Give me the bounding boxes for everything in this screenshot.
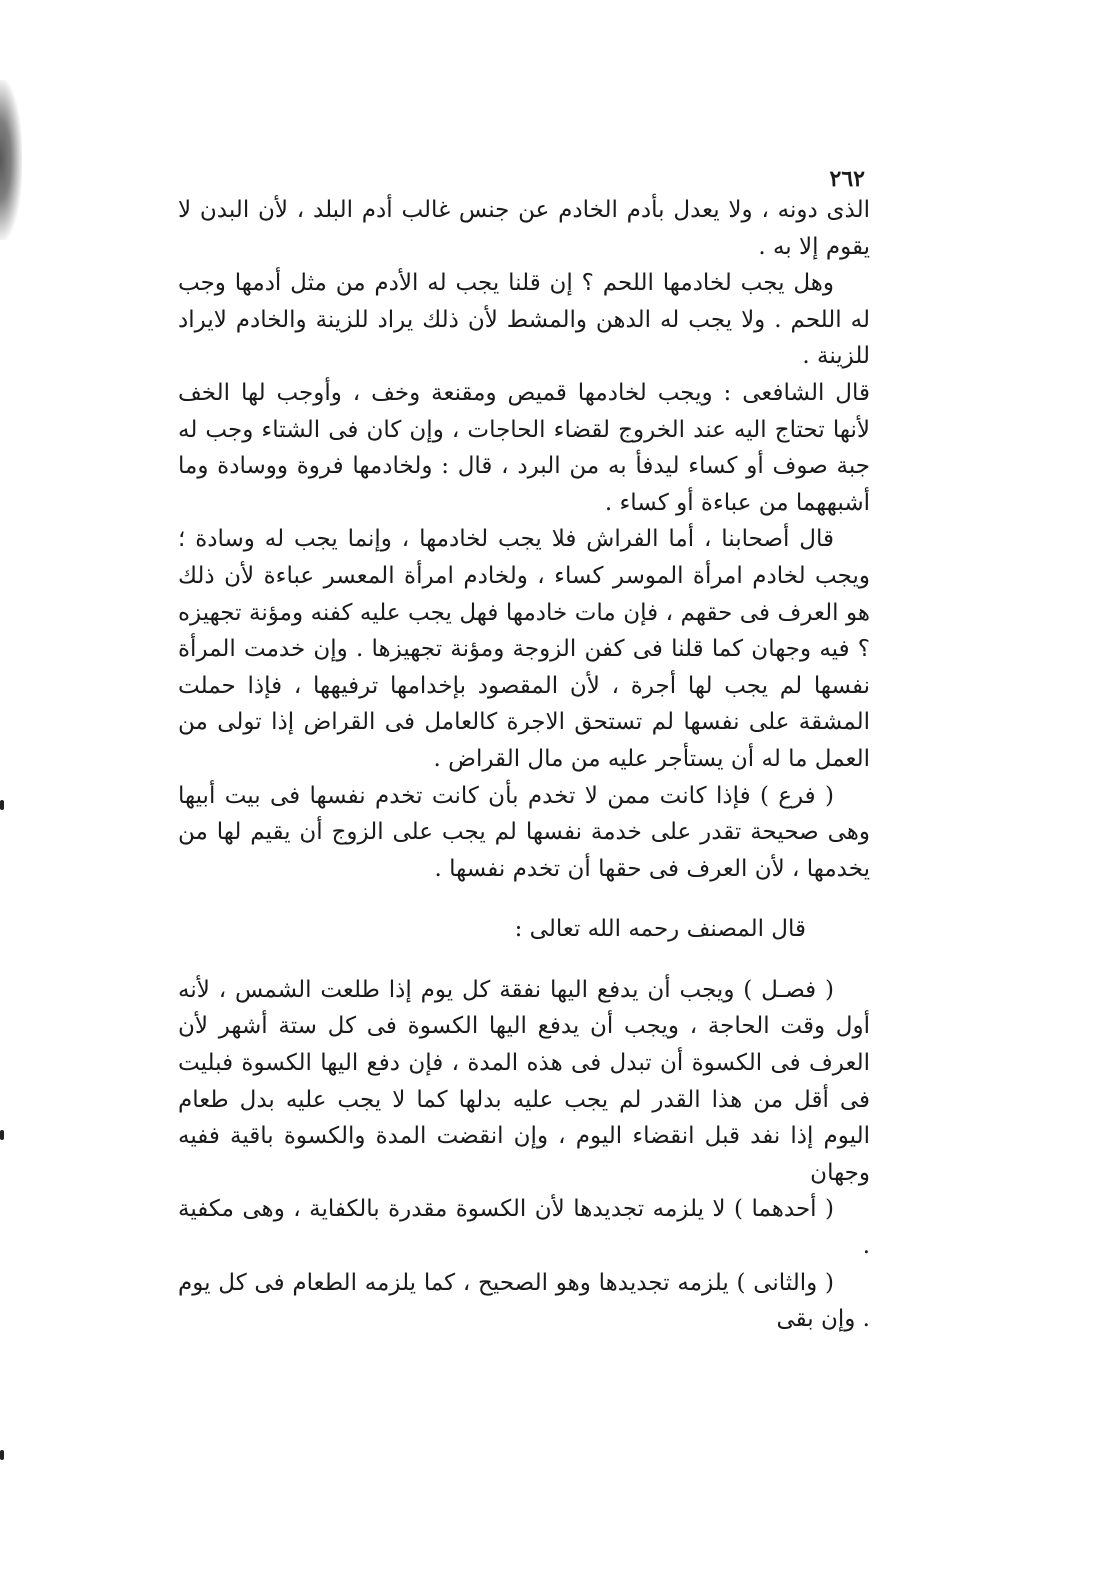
paragraph: وهل يجب لخادمها اللحم ؟ إن قلنا يجب له الأدم من مثل أدمها وجب له اللحم . ولا يجب له الدهن والمشط لأن ذلك يراد للزينة والخادم لايراد للزينة . <box>178 270 870 370</box>
scan-shadow-mark <box>0 80 22 240</box>
scan-dot <box>0 1130 4 1140</box>
paragraph: ( والثانى ) يلزمه تجديدها وهو الصحيح ، كما يلزمه الطعام فى كل يوم . وإن بقى <box>178 1269 870 1333</box>
scan-dot <box>0 1450 4 1460</box>
page-number: ٢٦٢ <box>829 166 865 192</box>
section-heading: قال المصنف رحمه الله تعالى : <box>514 916 806 943</box>
paragraph: ( فصـل ) ويجب أن يدفع اليها نفقة كل يوم إذا طلعت الشمس ، لأنه أول وقت الحاجة ، ويجب أن يدفع اليها الكسوة فى كل ستة أشهر لأن العرف فى الكسوة أن تبدل فى هذه المدة ، فإن دفع اليها الكسوة فبليت فى أقل من هذا القدر لم يجب عليه بدلها كما لا يجب عليه بدل طعام اليوم إذا نفد قبل انقضاء اليوم ، وإن انقضت المدة والكسوة باقية ففيه وجهان <box>178 976 870 1186</box>
scan-dot <box>0 800 4 810</box>
paragraph: الذى دونه ، ولا يعدل بأدم الخادم عن جنس غالب أدم البلد ، لأن البدن لا يقوم إلا به . <box>178 197 870 260</box>
paragraph: ( أحدهما ) لا يلزمه تجديدها لأن الكسوة مقدرة بالكفاية ، وهى مكفية . <box>178 1196 870 1260</box>
paragraph: قال أصحابنا ، أما الفراش فلا يجب لخادمها ، وإنما يجب له وسادة ؛ ويجب لخادم امرأة الموسر كساء ، ولخادم امرأة المعسر عباءة لأن ذلك هو العرف فى حقهم ، فإن مات خادمها فهل يجب عليه كفنه ومؤنة تجهيزه ؟ فيه وجهان كما قلنا فى كفن الزوجة ومؤنة تجهيزها . وإن خدمت المرأة نفسها لم يجب لها أجرة ، لأن المقصود بإخدامها ترفيهها ، فإذا حملت المشقة على نفسها لم تستحق الاجرة كالعامل فى القراض إذا تولى من العمل ما له أن يستأجر عليه من مال القراض . <box>178 526 870 772</box>
paragraph: ( فرع ) فإذا كانت ممن لا تخدم بأن كانت تخدم نفسها فى بيت أبيها وهى صحيحة تقدر على خدمة نفسها لم يجب على الزوج أن يقيم لها من يخدمها ، لأن العرف فى حقها أن تخدم نفسها . <box>178 782 870 882</box>
page-body <box>178 192 870 1338</box>
paragraph: قال الشافعى : ويجب لخادمها قميص ومقنعة وخف ، وأوجب لها الخف لأنها تحتاج اليه عند الخروج لقضاء الحاجات ، وإن كان فى الشتاء وجب له جبة صوف أو كساء ليدفأ به من البرد ، قال : ولخادمها فروة ووسادة وما أشبههما من عباءة أو كساء . <box>178 379 870 516</box>
